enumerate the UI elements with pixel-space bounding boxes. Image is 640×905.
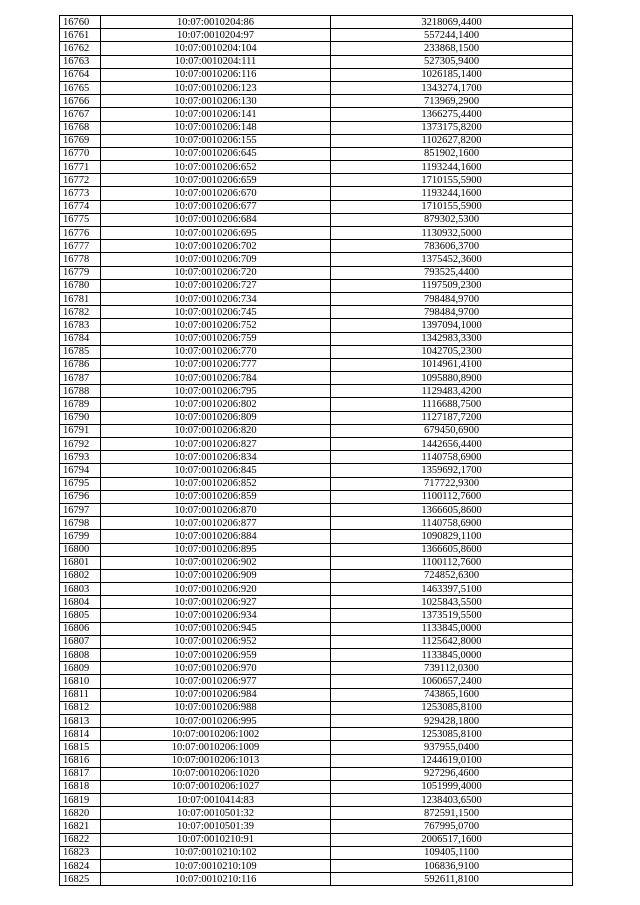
- row-number-cell: 16796: [60, 490, 101, 503]
- table-row: [60, 81, 573, 94]
- value-cell: 1366605,8600: [331, 503, 573, 516]
- value-cell: 1442656,4400: [331, 438, 573, 451]
- row-number-cell: 16762: [60, 42, 101, 55]
- value-cell: 783606,3700: [331, 240, 573, 253]
- table-row: [60, 55, 573, 68]
- table-row: [60, 345, 573, 358]
- row-number-cell: 16804: [60, 596, 101, 609]
- row-number-cell: 16811: [60, 688, 101, 701]
- row-number-cell: 16793: [60, 451, 101, 464]
- value-cell: 798484,9700: [331, 306, 573, 319]
- value-cell: 1100112,7600: [331, 490, 573, 503]
- table-row: [60, 121, 573, 134]
- cadastral-number-cell: 10:07:0010206:852: [101, 477, 331, 490]
- row-number-cell: 16797: [60, 503, 101, 516]
- value-cell: 1710155,5900: [331, 174, 573, 187]
- row-number-cell: 16802: [60, 569, 101, 582]
- row-number-cell: 16788: [60, 385, 101, 398]
- cadastral-number-cell: 10:07:0010206:845: [101, 464, 331, 477]
- table-row: [60, 438, 573, 451]
- cadastral-number-cell: 10:07:0010206:945: [101, 622, 331, 635]
- table-row: [60, 701, 573, 714]
- row-number-cell: 16769: [60, 134, 101, 147]
- value-cell: 1253085,8100: [331, 728, 573, 741]
- cadastral-number-cell: 10:07:0010206:970: [101, 662, 331, 675]
- cadastral-number-cell: 10:07:0010206:702: [101, 240, 331, 253]
- cadastral-number-cell: 10:07:0010206:645: [101, 147, 331, 160]
- row-number-cell: 16791: [60, 424, 101, 437]
- table-row: [60, 332, 573, 345]
- cadastral-number-cell: 10:07:0010204:86: [101, 16, 331, 29]
- row-number-cell: 16822: [60, 833, 101, 846]
- row-number-cell: 16767: [60, 108, 101, 121]
- cadastral-number-cell: 10:07:0010206:652: [101, 161, 331, 174]
- table-row: [60, 464, 573, 477]
- value-cell: 592611,8100: [331, 873, 573, 886]
- cadastral-number-cell: 10:07:0010206:1027: [101, 780, 331, 793]
- value-cell: 1026185,1400: [331, 68, 573, 81]
- cadastral-number-cell: 10:07:0010204:104: [101, 42, 331, 55]
- cadastral-number-cell: 10:07:0010206:834: [101, 451, 331, 464]
- value-cell: 798484,9700: [331, 292, 573, 305]
- row-number-cell: 16786: [60, 358, 101, 371]
- cadastral-table: [59, 15, 573, 886]
- row-number-cell: 16801: [60, 556, 101, 569]
- cadastral-number-cell: 10:07:0010501:39: [101, 820, 331, 833]
- table-row: [60, 767, 573, 780]
- table-row: [60, 68, 573, 81]
- table-row: [60, 398, 573, 411]
- value-cell: 1100112,7600: [331, 556, 573, 569]
- value-cell: 106836,9100: [331, 860, 573, 873]
- value-cell: 1042705,2300: [331, 345, 573, 358]
- row-number-cell: 16818: [60, 780, 101, 793]
- row-number-cell: 16819: [60, 794, 101, 807]
- cadastral-number-cell: 10:07:0010206:820: [101, 424, 331, 437]
- value-cell: 1127187,7200: [331, 411, 573, 424]
- table-row: [60, 319, 573, 332]
- table-row: [60, 385, 573, 398]
- value-cell: 937955,0400: [331, 741, 573, 754]
- cadastral-number-cell: 10:07:0010206:670: [101, 187, 331, 200]
- row-number-cell: 16803: [60, 583, 101, 596]
- table-row: [60, 609, 573, 622]
- value-cell: 927296,4600: [331, 767, 573, 780]
- cadastral-number-cell: 10:07:0010206:155: [101, 134, 331, 147]
- table-row: [60, 596, 573, 609]
- row-number-cell: 16780: [60, 279, 101, 292]
- table-row: [60, 675, 573, 688]
- cadastral-number-cell: 10:07:0010206:877: [101, 517, 331, 530]
- value-cell: 717722,9300: [331, 477, 573, 490]
- cadastral-number-cell: 10:07:0010206:927: [101, 596, 331, 609]
- cadastral-number-cell: 10:07:0010210:102: [101, 846, 331, 859]
- cadastral-number-cell: 10:07:0010206:895: [101, 543, 331, 556]
- value-cell: 1197509,2300: [331, 279, 573, 292]
- table-row: [60, 424, 573, 437]
- value-cell: 1140758,6900: [331, 517, 573, 530]
- value-cell: 1238403,6500: [331, 794, 573, 807]
- cadastral-number-cell: 10:07:0010206:141: [101, 108, 331, 121]
- table-row: [60, 292, 573, 305]
- value-cell: 3218069,4400: [331, 16, 573, 29]
- value-cell: 739112,0300: [331, 662, 573, 675]
- value-cell: 1051999,4000: [331, 780, 573, 793]
- row-number-cell: 16790: [60, 411, 101, 424]
- value-cell: 1373519,5500: [331, 609, 573, 622]
- cadastral-number-cell: 10:07:0010206:784: [101, 372, 331, 385]
- value-cell: 1366275,4400: [331, 108, 573, 121]
- row-number-cell: 16815: [60, 741, 101, 754]
- row-number-cell: 16783: [60, 319, 101, 332]
- value-cell: 1095880,8900: [331, 372, 573, 385]
- cadastral-number-cell: 10:07:0010206:952: [101, 635, 331, 648]
- table-row: [60, 42, 573, 55]
- cadastral-number-cell: 10:07:0010206:859: [101, 490, 331, 503]
- cadastral-number-cell: 10:07:0010206:720: [101, 266, 331, 279]
- cadastral-number-cell: 10:07:0010206:677: [101, 200, 331, 213]
- value-cell: 1193244,1600: [331, 161, 573, 174]
- table-row: [60, 688, 573, 701]
- row-number-cell: 16784: [60, 332, 101, 345]
- value-cell: 879302,5300: [331, 213, 573, 226]
- cadastral-number-cell: 10:07:0010206:870: [101, 503, 331, 516]
- table-row: [60, 187, 573, 200]
- cadastral-number-cell: 10:07:0010210:109: [101, 860, 331, 873]
- table-row: [60, 503, 573, 516]
- cadastral-number-cell: 10:07:0010210:116: [101, 873, 331, 886]
- table-row: [60, 213, 573, 226]
- table-row: [60, 240, 573, 253]
- value-cell: 1710155,5900: [331, 200, 573, 213]
- table-row: [60, 29, 573, 42]
- table-row: [60, 728, 573, 741]
- row-number-cell: 16795: [60, 477, 101, 490]
- row-number-cell: 16807: [60, 635, 101, 648]
- table-row: [60, 556, 573, 569]
- value-cell: 1130932,5000: [331, 227, 573, 240]
- cadastral-number-cell: 10:07:0010206:759: [101, 332, 331, 345]
- value-cell: 713969,2900: [331, 95, 573, 108]
- value-cell: 1116688,7500: [331, 398, 573, 411]
- table-row: [60, 530, 573, 543]
- row-number-cell: 16772: [60, 174, 101, 187]
- value-cell: 1129483,4200: [331, 385, 573, 398]
- value-cell: 2006517,1600: [331, 833, 573, 846]
- row-number-cell: 16766: [60, 95, 101, 108]
- table-row: [60, 820, 573, 833]
- table-row: [60, 200, 573, 213]
- cadastral-number-cell: 10:07:0010206:884: [101, 530, 331, 543]
- value-cell: 109405,1100: [331, 846, 573, 859]
- value-cell: 233868,1500: [331, 42, 573, 55]
- cadastral-number-cell: 10:07:0010206:695: [101, 227, 331, 240]
- row-number-cell: 16813: [60, 714, 101, 727]
- row-number-cell: 16805: [60, 609, 101, 622]
- cadastral-number-cell: 10:07:0010206:752: [101, 319, 331, 332]
- row-number-cell: 16787: [60, 372, 101, 385]
- table-row: [60, 134, 573, 147]
- value-cell: 1366605,8600: [331, 543, 573, 556]
- value-cell: 767995,0700: [331, 820, 573, 833]
- table-row: [60, 569, 573, 582]
- value-cell: 1373175,8200: [331, 121, 573, 134]
- value-cell: 1193244,1600: [331, 187, 573, 200]
- row-number-cell: 16775: [60, 213, 101, 226]
- row-number-cell: 16792: [60, 438, 101, 451]
- row-number-cell: 16798: [60, 517, 101, 530]
- cadastral-number-cell: 10:07:0010206:709: [101, 253, 331, 266]
- value-cell: 1343274,1700: [331, 81, 573, 94]
- value-cell: 1359692,1700: [331, 464, 573, 477]
- table-row: [60, 794, 573, 807]
- value-cell: 557244,1400: [331, 29, 573, 42]
- row-number-cell: 16781: [60, 292, 101, 305]
- cadastral-number-cell: 10:07:0010206:977: [101, 675, 331, 688]
- table-row: [60, 873, 573, 886]
- row-number-cell: 16808: [60, 649, 101, 662]
- table-row: [60, 266, 573, 279]
- value-cell: 1133845,0000: [331, 649, 573, 662]
- table-body: [60, 16, 573, 886]
- value-cell: 1342983,3300: [331, 332, 573, 345]
- table-row: [60, 95, 573, 108]
- row-number-cell: 16823: [60, 846, 101, 859]
- row-number-cell: 16778: [60, 253, 101, 266]
- cadastral-number-cell: 10:07:0010206:959: [101, 649, 331, 662]
- table-row: [60, 846, 573, 859]
- row-number-cell: 16777: [60, 240, 101, 253]
- table-row: [60, 174, 573, 187]
- value-cell: 1025843,5500: [331, 596, 573, 609]
- table-row: [60, 860, 573, 873]
- cadastral-number-cell: 10:07:0010206:684: [101, 213, 331, 226]
- value-cell: 1125642,8000: [331, 635, 573, 648]
- cadastral-number-cell: 10:07:0010414:83: [101, 794, 331, 807]
- cadastral-number-cell: 10:07:0010206:130: [101, 95, 331, 108]
- row-number-cell: 16785: [60, 345, 101, 358]
- cadastral-number-cell: 10:07:0010206:123: [101, 81, 331, 94]
- document-page: [59, 15, 573, 886]
- row-number-cell: 16820: [60, 807, 101, 820]
- row-number-cell: 16800: [60, 543, 101, 556]
- value-cell: 743865,1600: [331, 688, 573, 701]
- row-number-cell: 16817: [60, 767, 101, 780]
- row-number-cell: 16810: [60, 675, 101, 688]
- value-cell: 929428,1800: [331, 714, 573, 727]
- table-row: [60, 543, 573, 556]
- value-cell: 1090829,1100: [331, 530, 573, 543]
- row-number-cell: 16794: [60, 464, 101, 477]
- value-cell: 1060657,2400: [331, 675, 573, 688]
- table-row: [60, 807, 573, 820]
- row-number-cell: 16816: [60, 754, 101, 767]
- table-row: [60, 411, 573, 424]
- row-number-cell: 16825: [60, 873, 101, 886]
- cadastral-number-cell: 10:07:0010206:988: [101, 701, 331, 714]
- row-number-cell: 16771: [60, 161, 101, 174]
- row-number-cell: 16779: [60, 266, 101, 279]
- table-row: [60, 754, 573, 767]
- value-cell: 851902,1600: [331, 147, 573, 160]
- table-row: [60, 583, 573, 596]
- value-cell: 1140758,6900: [331, 451, 573, 464]
- cadastral-number-cell: 10:07:0010206:802: [101, 398, 331, 411]
- cadastral-number-cell: 10:07:0010210:91: [101, 833, 331, 846]
- table-row: [60, 306, 573, 319]
- row-number-cell: 16782: [60, 306, 101, 319]
- table-row: [60, 649, 573, 662]
- row-number-cell: 16812: [60, 701, 101, 714]
- cadastral-number-cell: 10:07:0010206:984: [101, 688, 331, 701]
- cadastral-number-cell: 10:07:0010206:727: [101, 279, 331, 292]
- row-number-cell: 16814: [60, 728, 101, 741]
- row-number-cell: 16765: [60, 81, 101, 94]
- table-row: [60, 517, 573, 530]
- row-number-cell: 16821: [60, 820, 101, 833]
- cadastral-number-cell: 10:07:0010206:745: [101, 306, 331, 319]
- cadastral-number-cell: 10:07:0010206:1002: [101, 728, 331, 741]
- row-number-cell: 16770: [60, 147, 101, 160]
- value-cell: 1375452,3600: [331, 253, 573, 266]
- row-number-cell: 16824: [60, 860, 101, 873]
- value-cell: 527305,9400: [331, 55, 573, 68]
- row-number-cell: 16761: [60, 29, 101, 42]
- table-row: [60, 279, 573, 292]
- row-number-cell: 16789: [60, 398, 101, 411]
- row-number-cell: 16799: [60, 530, 101, 543]
- value-cell: 872591,1500: [331, 807, 573, 820]
- cadastral-number-cell: 10:07:0010206:909: [101, 569, 331, 582]
- cadastral-number-cell: 10:07:0010206:116: [101, 68, 331, 81]
- table-row: [60, 490, 573, 503]
- value-cell: 1133845,0000: [331, 622, 573, 635]
- row-number-cell: 16764: [60, 68, 101, 81]
- cadastral-number-cell: 10:07:0010206:770: [101, 345, 331, 358]
- table-row: [60, 622, 573, 635]
- cadastral-number-cell: 10:07:0010206:920: [101, 583, 331, 596]
- cadastral-number-cell: 10:07:0010206:659: [101, 174, 331, 187]
- row-number-cell: 16774: [60, 200, 101, 213]
- value-cell: 679450,6900: [331, 424, 573, 437]
- row-number-cell: 16809: [60, 662, 101, 675]
- table-row: [60, 108, 573, 121]
- cadastral-number-cell: 10:07:0010206:827: [101, 438, 331, 451]
- row-number-cell: 16773: [60, 187, 101, 200]
- table-row: [60, 451, 573, 464]
- table-row: [60, 714, 573, 727]
- value-cell: 793525,4400: [331, 266, 573, 279]
- cadastral-number-cell: 10:07:0010206:809: [101, 411, 331, 424]
- cadastral-number-cell: 10:07:0010206:795: [101, 385, 331, 398]
- cadastral-number-cell: 10:07:0010206:934: [101, 609, 331, 622]
- value-cell: 1397094,1000: [331, 319, 573, 332]
- value-cell: 1014961,4100: [331, 358, 573, 371]
- value-cell: 1463397,5100: [331, 583, 573, 596]
- table-row: [60, 477, 573, 490]
- table-row: [60, 741, 573, 754]
- table-row: [60, 833, 573, 846]
- cadastral-number-cell: 10:07:0010204:97: [101, 29, 331, 42]
- cadastral-number-cell: 10:07:0010206:902: [101, 556, 331, 569]
- cadastral-number-cell: 10:07:0010204:111: [101, 55, 331, 68]
- value-cell: 1102627,8200: [331, 134, 573, 147]
- table-row: [60, 635, 573, 648]
- value-cell: 1244619,0100: [331, 754, 573, 767]
- value-cell: 724852,6300: [331, 569, 573, 582]
- row-number-cell: 16768: [60, 121, 101, 134]
- cadastral-number-cell: 10:07:0010206:148: [101, 121, 331, 134]
- table-row: [60, 662, 573, 675]
- cadastral-number-cell: 10:07:0010206:1009: [101, 741, 331, 754]
- cadastral-number-cell: 10:07:0010206:995: [101, 714, 331, 727]
- table-row: [60, 147, 573, 160]
- row-number-cell: 16806: [60, 622, 101, 635]
- cadastral-number-cell: 10:07:0010501:32: [101, 807, 331, 820]
- cadastral-number-cell: 10:07:0010206:734: [101, 292, 331, 305]
- table-row: [60, 253, 573, 266]
- row-number-cell: 16763: [60, 55, 101, 68]
- table-row: [60, 227, 573, 240]
- table-row: [60, 358, 573, 371]
- table-row: [60, 16, 573, 29]
- cadastral-number-cell: 10:07:0010206:1013: [101, 754, 331, 767]
- value-cell: 1253085,8100: [331, 701, 573, 714]
- table-row: [60, 161, 573, 174]
- table-row: [60, 780, 573, 793]
- row-number-cell: 16776: [60, 227, 101, 240]
- cadastral-number-cell: 10:07:0010206:1020: [101, 767, 331, 780]
- table-row: [60, 372, 573, 385]
- cadastral-number-cell: 10:07:0010206:777: [101, 358, 331, 371]
- row-number-cell: 16760: [60, 16, 101, 29]
